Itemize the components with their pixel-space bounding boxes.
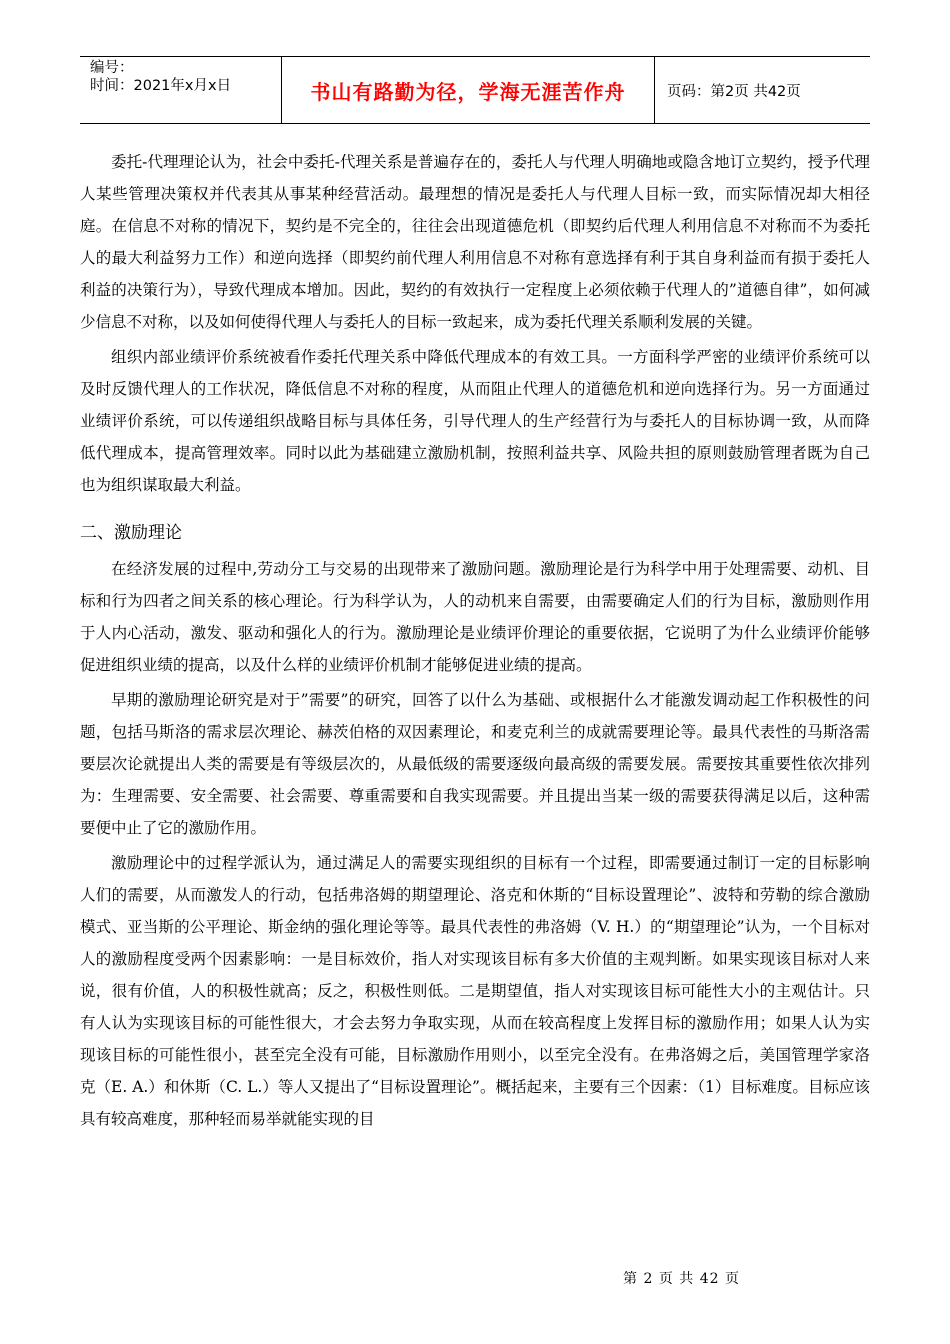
document-number-label: 编号： <box>90 60 134 76</box>
paragraph-process-school: 激励理论中的过程学派认为，通过满足人的需要实现组织的目标有一个过程，即需要通过制订一定的目标影响人们的需要，从而激发人的行动，包括弗洛姆的期望理论、洛克和休斯的“目标设置理论”、波特和劳勒的综合激励模式、亚当斯的公平理论、斯金纳的强化理论等等。最具代表性的弗洛姆（V. H.）的“期望理论”认为，一个目标对人的激励程度受两个因素影响：一是目标效价，指人对实现该目标有多大价值的主观判断。如果实现该目标对人来说，很有价值，人的积极性就高；反之，积极性则低。二是期望值，指人对实现该目标可能性大小的主观估计。只有人认为实现该目标的可能性很大，才会去努力争取实现，从而在较高程度上发挥目标的激励作用；如果人认为实现该目标的可能性很小，甚至完全没有可能，目标激励作用则小，以至完全没有。在弗洛姆之后，美国管理学家洛克（E. A.）和休斯（C. L.）等人又提出了“目标设置理论”。概括起来，主要有三个因素：（1）目标难度。目标应该具有较高难度，那种轻而易举就能实现的目 <box>80 854 870 1128</box>
header-meta <box>80 57 282 123</box>
header-page-info: 页码：第2页 共42页 <box>667 83 801 100</box>
document-time: 时间：2021年x月x日 <box>90 78 232 94</box>
paragraph-incentive-intro: 在经济发展的过程中,劳动分工与交易的出现带来了激励问题。激励理论是行为科学中用于处理需要、动机、目标和行为四者之间关系的核心理论。行为科学认为，人的动机来自需要，由需要确定人们的行为目标，激励则作用于人内心活动，激发、驱动和强化人的行为。激励理论是业绩评价理论的重要依据，它说明了为什么业绩评价能够促进组织业绩的提高，以及什么样的业绩评价机制才能够促进业绩的提高。 <box>80 560 870 674</box>
section-heading-incentive-theory: 二、激励理论 <box>80 523 182 543</box>
document-header <box>80 56 870 124</box>
paragraph-early-incentive: 早期的激励理论研究是对于”需要”的研究，回答了以什么为基础、或根据什么才能激发调动起工作积极性的问题，包括马斯洛的需求层次理论、赫茨伯格的双因素理论，和麦克利兰的成就需要理论等。最具代表性的马斯洛需要层次论就提出人类的需要是有等级层次的，从最低级的需要逐级向最高级的需要发展。需要按其重要性依次排列为：生理需要、安全需要、社会需要、尊重需要和自我实现需要。并且提出当某一级的需要获得满足以后，这种需要便中止了它的激励作用。 <box>80 691 870 837</box>
paragraph-performance-evaluation: 组织内部业绩评价系统被看作委托代理关系中降低代理成本的有效工具。一方面科学严密的业绩评价系统可以及时反馈代理人的工作状况，降低信息不对称的程度，从而阻止代理人的道德危机和逆向选择行为。另一方面通过业绩评价系统，可以传递组织战略目标与具体任务，引导代理人的生产经营行为与委托人的目标协调一致，从而降低代理成本，提高管理效率。同时以此为基础建立激励机制，按照利益共享、风险共担的原则鼓励管理者既为自己也为组织谋取最大利益。 <box>80 348 870 494</box>
document-body <box>80 146 870 1135</box>
header-motto: 书山有路勤为径，学海无涯苦作舟 <box>282 57 655 123</box>
page-footer: 第 2 页 共 42 页 <box>623 1271 740 1287</box>
paragraph-principal-agent: 委托-代理理论认为，社会中委托-代理关系是普遍存在的，委托人与代理人明确地或隐含地订立契约，授予代理人某些管理决策权并代表其从事某种经营活动。最理想的情况是委托人与代理人目标一致，而实际情况却大相径庭。在信息不对称的情况下，契约是不完全的，往往会出现道德危机（即契约后代理人利用信息不对称而不为委托人的最大利益努力工作）和逆向选择（即契约前代理人利用信息不对称有意选择有利于其自身利益而有损于委托人利益的决策行为），导致代理成本增加。因此，契约的有效执行一定程度上必须依赖于代理人的”道德自律”，如何减少信息不对称，以及如何使得代理人与委托人的目标一致起来，成为委托代理关系顺利发展的关键。 <box>80 153 870 331</box>
